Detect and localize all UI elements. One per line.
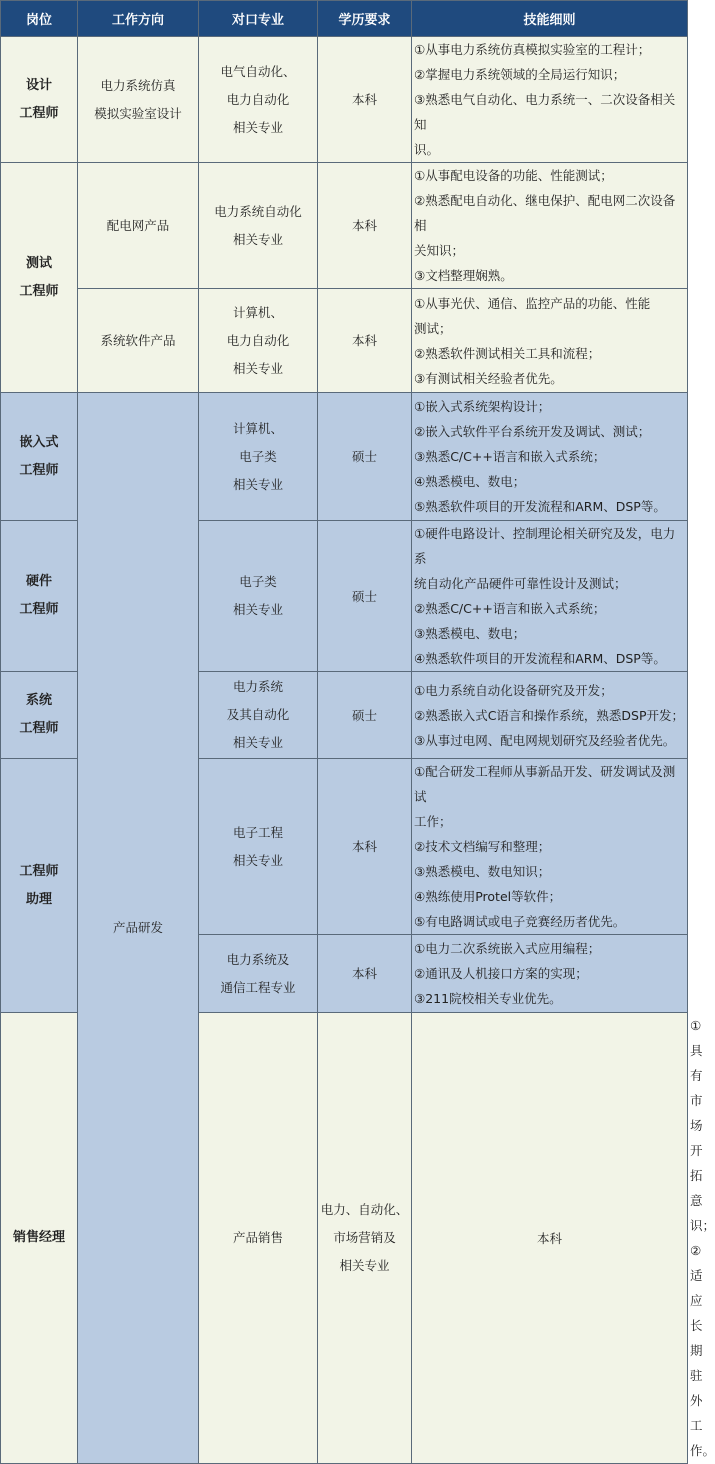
table-header-row [1, 1, 688, 37]
position-cell: 销售经理 [1, 1013, 78, 1464]
table-row [1, 393, 688, 521]
table-row [1, 163, 688, 289]
degree-cell: 本科 [318, 759, 412, 935]
position-cell: 硬件 工程师 [1, 521, 78, 672]
major-cell: 计算机、 电力自动化 相关专业 [199, 289, 318, 393]
skills-cell: ①电力二次系统嵌入式应用编程； ②通讯及人机接口方案的实现； ③211院校相关专业优先。 [412, 935, 688, 1013]
direction-cell: 电力系统仿真 模拟实验室设计 [78, 37, 199, 163]
degree-cell: 硕士 [318, 521, 412, 672]
degree-cell: 硕士 [318, 672, 412, 759]
header-degree: 学历要求 [318, 1, 412, 37]
header-direction: 工作方向 [78, 1, 199, 37]
major-cell: 计算机、 电子类 相关专业 [199, 393, 318, 521]
major-cell: 电气自动化、 电力自动化 相关专业 [199, 37, 318, 163]
direction-cell: 配电网产品 [78, 163, 199, 289]
degree-cell: 本科 [318, 37, 412, 163]
degree-cell: 本科 [412, 1013, 688, 1464]
skills-cell: ①从事电力系统仿真模拟实验室的工程计； ②掌握电力系统领域的全局运行知识； ③熟悉电气自动化、电力系统一、二次设备相关知 识。 [412, 37, 688, 163]
degree-cell: 硕士 [318, 393, 412, 521]
major-cell: 电力系统及 通信工程专业 [199, 935, 318, 1013]
skills-cell: ①电力系统自动化设备研究及开发； ②熟悉嵌入式C语言和操作系统，熟悉DSP开发； ③从事过电网、配电网规划研究及经验者优先。 [412, 672, 688, 759]
degree-cell: 本科 [318, 935, 412, 1013]
table-row [1, 37, 688, 163]
header-position: 岗位 [1, 1, 78, 37]
skills-cell: ①嵌入式系统架构设计； ②嵌入式软件平台系统开发及调试、测试； ③熟悉C/C++语言和嵌入式系统； ④熟悉模电、数电； ⑤熟悉软件项目的开发流程和ARM、DSP等。 [412, 393, 688, 521]
table-row: 销售经理 产品销售 电力、自动化、 市场营销及 相关专业 本科 ①具有市场开拓意识； ②适应长期驻外工作。 [1, 1013, 688, 1464]
position-cell: 设计 工程师 [1, 37, 78, 163]
major-cell: 电子类 相关专业 [199, 521, 318, 672]
direction-cell: 系统软件产品 [78, 289, 199, 393]
skills-cell: ①从事配电设备的功能、性能测试； ②熟悉配电自动化、继电保护、配电网二次设备相 关知识； ③文档整理娴熟。 [412, 163, 688, 289]
position-cell: 测试 工程师 [1, 163, 78, 393]
major-cell: 电力系统自动化 相关专业 [199, 163, 318, 289]
major-cell: 电子工程 相关专业 [199, 759, 318, 935]
table-row [1, 289, 688, 393]
skills-cell: ①配合研发工程师从事新品开发、研发调试及测试 工作； ②技术文档编写和整理； ③熟悉模电、数电知识； ④熟练使用Protel等软件； ⑤有电路调试或电子竞赛经历者优先。 [412, 759, 688, 935]
degree-cell: 本科 [318, 163, 412, 289]
position-cell: 嵌入式 工程师 [1, 393, 78, 521]
direction-cell: 产品销售 [199, 1013, 318, 1464]
skills-cell: ①硬件电路设计、控制理论相关研究及发，电力系 统自动化产品硬件可靠性设计及测试； ②熟悉C/C++语言和嵌入式系统； ③熟悉模电、数电； ④熟悉软件项目的开发流程和ARM、DSP等。 [412, 521, 688, 672]
position-cell: 工程师 助理 [1, 759, 78, 1013]
header-major: 对口专业 [199, 1, 318, 37]
major-cell: 电力系统 及其自动化 相关专业 [199, 672, 318, 759]
skills-cell: ①从事光伏、通信、监控产品的功能、性能 测试； ②熟悉软件测试相关工具和流程； ③有测试相关经验者优先。 [412, 289, 688, 393]
major-cell: 电力、自动化、 市场营销及 相关专业 [318, 1013, 412, 1464]
position-cell: 系统 工程师 [1, 672, 78, 759]
degree-cell: 本科 [318, 289, 412, 393]
header-skills: 技能细则 [412, 1, 688, 37]
direction-cell: 产品研发 [78, 393, 199, 1464]
